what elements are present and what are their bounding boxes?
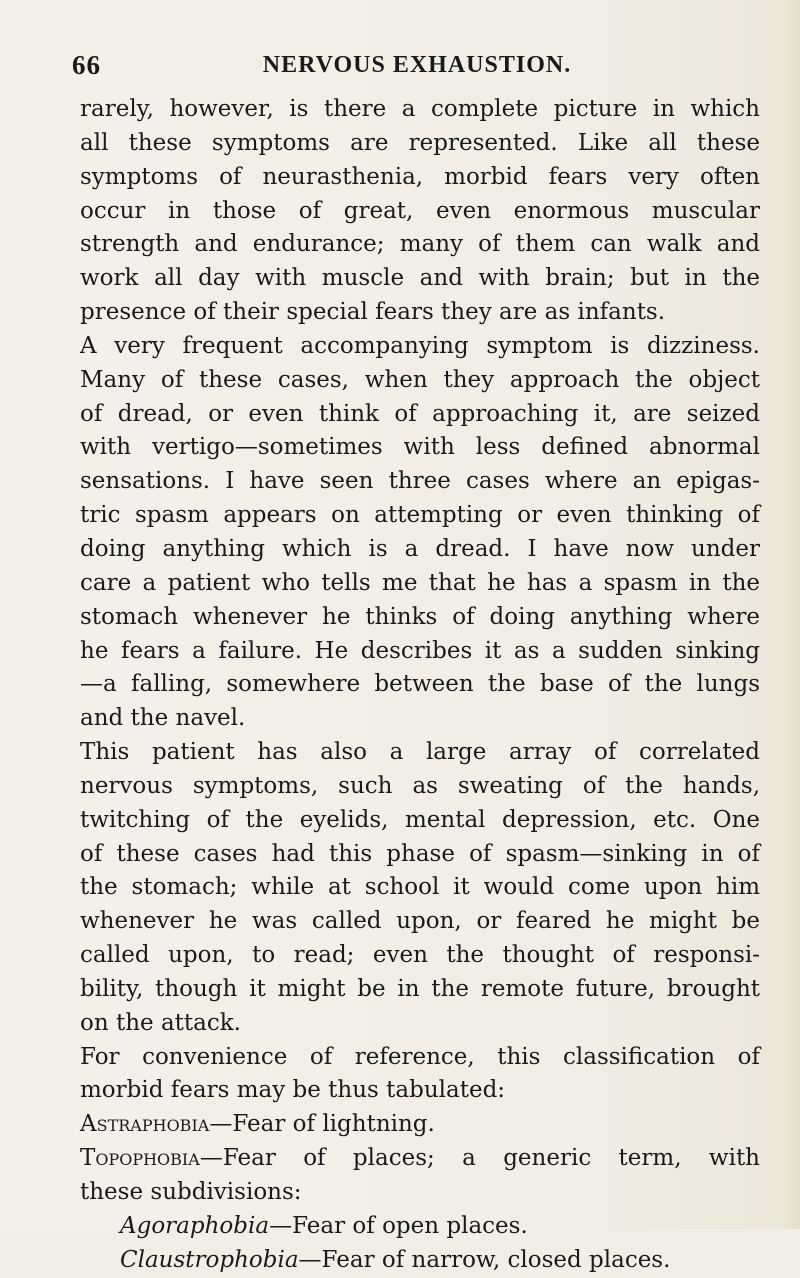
text-line: whenever he was called upon, or feared he might be bbox=[80, 908, 760, 935]
text-line: work all day with muscle and with brain; but in the bbox=[80, 265, 760, 292]
text-line: For convenience of reference, this classification of bbox=[80, 1043, 760, 1070]
text-line: and the navel. bbox=[80, 705, 246, 732]
page-edge-shadow bbox=[782, 0, 800, 1229]
text-line: called upon, to read; even the thought of responsi- bbox=[80, 942, 760, 969]
entry-topophobia bbox=[80, 1142, 760, 1176]
entry-definition: —Fear of places; a generic term, with bbox=[199, 1145, 760, 1172]
text-line: tric spasm appears on attempting or even thinking of bbox=[80, 502, 760, 529]
text-line: doing anything which is a dread. I have now under bbox=[80, 535, 760, 562]
body-text bbox=[80, 93, 760, 1278]
text-line: the stomach; while at school it would come upon him bbox=[80, 874, 760, 901]
page-number: 66 bbox=[72, 50, 101, 80]
text-line: of these cases had this phase of spasm—sinking in of bbox=[80, 840, 760, 867]
page-header bbox=[72, 46, 762, 86]
text-line: of dread, or even think of approaching it, are seized bbox=[80, 400, 760, 427]
text-line: This patient has also a large array of correlated bbox=[80, 739, 760, 766]
entry-agoraphobia bbox=[80, 1210, 760, 1244]
entry-term: Claustrophobia bbox=[120, 1246, 299, 1273]
entry-claustrophobia bbox=[80, 1244, 760, 1278]
text-line: occur in those of great, even enormous muscular bbox=[80, 197, 760, 224]
entry-term: Topophobia bbox=[80, 1145, 200, 1172]
text-line: with vertigo—sometimes with less defined abnormal bbox=[80, 434, 760, 461]
entry-definition: —Fear of lightning. bbox=[209, 1111, 435, 1138]
entry-astraphobia bbox=[80, 1108, 760, 1142]
text-line: —a falling, somewhere between the base of the lungs bbox=[80, 671, 760, 698]
running-head: NERVOUS EXHAUSTION. bbox=[262, 52, 572, 78]
text-line: stomach whenever he thinks of doing anything where bbox=[80, 603, 760, 630]
text-line: symptoms of neurasthenia, morbid fears very often bbox=[80, 163, 760, 190]
text-line: presence of their special fears they are as infants. bbox=[80, 299, 666, 326]
entry-definition: —Fear of narrow, closed places. bbox=[298, 1246, 671, 1273]
text-line: bility, though it might be in the remote future, brought bbox=[80, 975, 760, 1002]
entry-topophobia-continued bbox=[80, 1176, 760, 1210]
text-line: he fears a failure. He describes it as a sudden sinking bbox=[80, 637, 760, 664]
text-line: nervous symptoms, such as sweating of the hands, bbox=[80, 772, 760, 799]
text-line: strength and endurance; many of them can walk and bbox=[80, 231, 760, 258]
text-line: sensations. I have seen three cases where an epigas- bbox=[80, 468, 760, 495]
text-line: all these symptoms are represented. Like all these bbox=[80, 129, 760, 156]
text-line: morbid fears may be thus tabulated: bbox=[80, 1077, 506, 1104]
text-line: rarely, however, is there a complete picture in which bbox=[80, 96, 760, 122]
entry-term: Agoraphobia bbox=[120, 1212, 270, 1239]
entry-term: Astraphobia bbox=[80, 1111, 210, 1138]
text-line: twitching of the eyelids, mental depression, etc. One bbox=[80, 806, 760, 833]
entry-definition: —Fear of open places. bbox=[269, 1212, 528, 1239]
entry-definition: these subdivisions: bbox=[80, 1179, 302, 1205]
text-line: A very frequent accompanying symptom is dizziness. bbox=[80, 332, 760, 359]
text-line: on the attack. bbox=[80, 1009, 241, 1036]
text-line: Many of these cases, when they approach the object bbox=[80, 366, 760, 393]
text-line: care a patient who tells me that he has a spasm in the bbox=[80, 569, 760, 596]
